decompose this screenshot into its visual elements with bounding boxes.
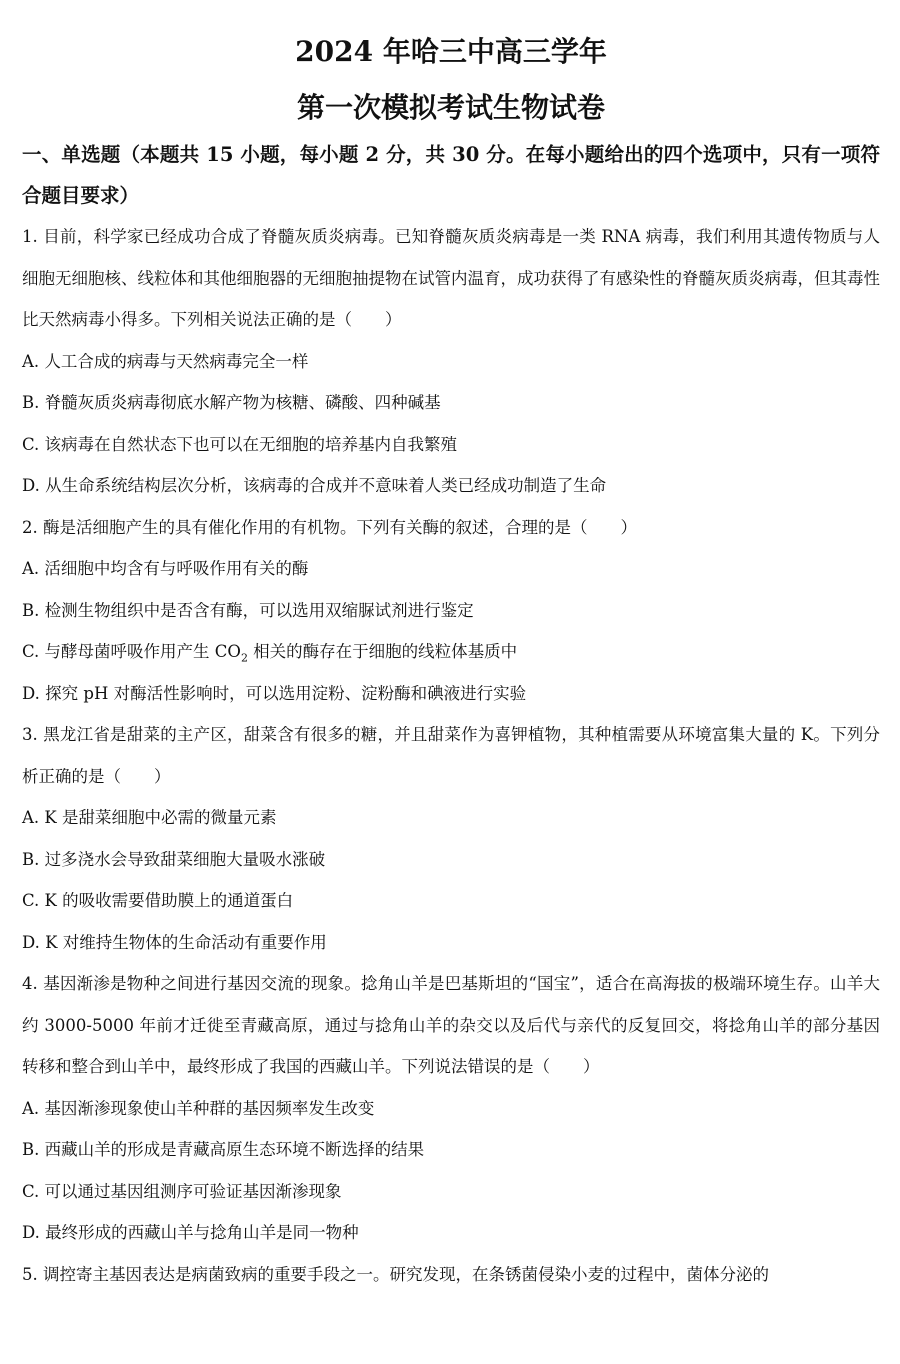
exam-page [22,30,880,1295]
option-a: A. 基因渐渗现象使山羊种群的基因频率发生改变 [22,1098,375,1118]
option-c-text: C. 与酵母菌呼吸作用产生 CO [22,642,241,661]
option-b: B. 过多浇水会导致甜菜细胞大量吸水涨破 [22,849,326,869]
question-stem: 5. 调控寄主基因表达是病菌致病的重要手段之一。研究发现，在条锈菌侵染小麦的过程中，菌体分泌的 [22,1264,769,1284]
option-b: B. 脊髓灰质炎病毒彻底水解产物为核糖、磷酸、四种碱基 [22,393,441,412]
question-1 [22,216,880,507]
question-stem: 3. 黑龙江省是甜菜的主产区，甜菜含有很多的糖，并且甜菜作为喜钾植物，其种植需要从环境富集大量的 K。下列分析正确的是（ ） [22,725,880,786]
exam-title-line2: 第一次模拟考试生物试卷 [296,91,605,124]
option-c: C. K 的吸收需要借助膜上的通道蛋白 [22,891,294,910]
option-c [22,631,880,673]
option-d: D. 最终形成的西藏山羊与捻角山羊是同一物种 [22,1223,359,1242]
option-c: C. 该病毒在自然状态下也可以在无细胞的培养基内自我繁殖 [22,434,458,454]
option-a: A. 人工合成的病毒与天然病毒完全一样 [22,351,309,371]
subscript-2: 2 [240,651,248,665]
option-a: A. 活细胞中均含有与呼吸作用有关的酶 [22,559,309,578]
option-d: D. 从生命系统结构层次分析，该病毒的合成并不意味着人类已经成功制造了生命 [22,476,607,495]
option-c: C. 可以通过基因组测序可验证基因渐渗现象 [22,1181,342,1201]
option-b: B. 检测生物组织中是否含有酶，可以选用双缩脲试剂进行鉴定 [22,600,474,620]
question-stem: 2. 酶是活细胞产生的具有催化作用的有机物。下列有关酶的叙述，合理的是（ ） [22,517,637,537]
option-b: B. 西藏山羊的形成是青藏高原生态环境不断选择的结果 [22,1140,425,1159]
question-2 [22,507,880,715]
option-d: D. K 对维持生物体的生命活动有重要作用 [22,932,327,952]
question-stem: 1. 目前，科学家已经成功合成了脊髓灰质炎病毒。已知脊髓灰质炎病毒是一类 RNA 病毒，我们利用其遗传物质与人细胞无细胞核、线粒体和其他细胞器的无细胞抽提物在试管内温育，成功获得了有感染性的脊髓灰质炎病毒，但其毒性比天然病毒小得多。下列相关说法正确的是（ ） [22,227,880,329]
exam-title-line1: 2024 年哈三中高三学年 [295,35,607,68]
option-d: D. 探究 pH 对酶活性影响时，可以选用淀粉、淀粉酶和碘液进行实验 [22,683,527,703]
question-4 [22,963,880,1254]
option-a: A. K 是甜菜细胞中必需的微量元素 [22,808,277,827]
section-heading: 一、单选题（本题共 15 小题，每小题 2 分，共 30 分。在每小题给出的四个选项中，只有一项符合题目要求） [22,143,880,207]
option-c-text-rest: 相关的酶存在于细胞的线粒体基质中 [247,642,518,661]
question-stem: 4. 基因渐渗是物种之间进行基因交流的现象。捻角山羊是巴基斯坦的“国宝”，适合在高海拔的极端环境生存。山羊大约 3000-5000 年前才迁徙至青藏高原，通过与捻角山羊的杂交以及后代与亲代的反复回交，将捻角山羊的部分基因转移和整合到山羊中，最终形成了我国的西藏山羊。下列说法错误的是（ ） [22,974,880,1076]
question-5 [22,1254,880,1296]
question-3 [22,714,880,963]
